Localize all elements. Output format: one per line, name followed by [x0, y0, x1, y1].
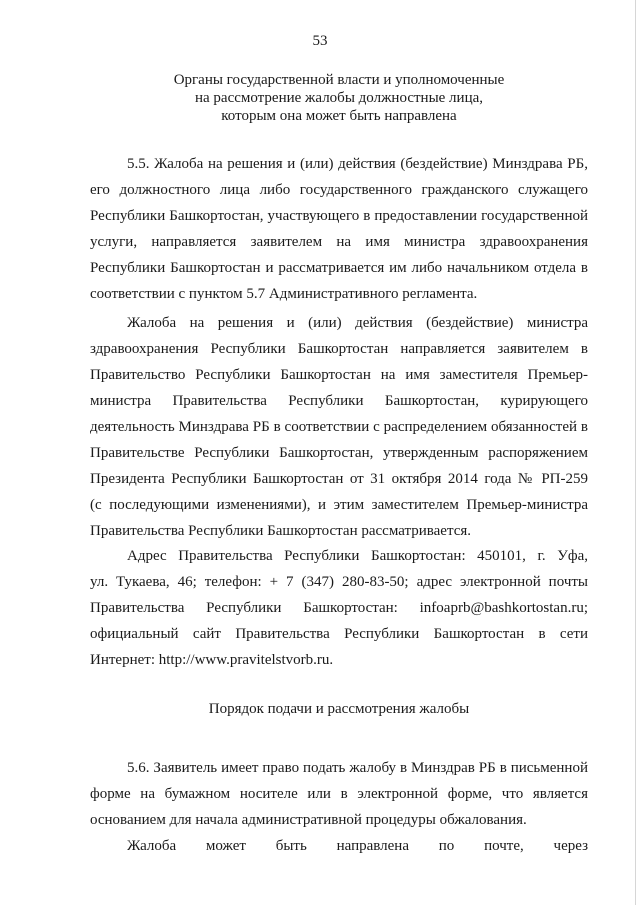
text-line: официальный сайт Правительства Республики Башкортостан в сети [90, 626, 588, 642]
heading-line: Органы государственной власти и уполномоченные [173, 72, 505, 88]
text-line: соответствии с пунктом 5.7 Административного регламента. [90, 286, 478, 302]
page-edge-line [635, 0, 636, 905]
paragraph-complaint-minister [90, 310, 588, 544]
text-line: 5.5. Жалоба на решения и (или) действия (бездействие) Минздрава РБ, [127, 156, 588, 172]
text-line: Республики Башкортостан и рассматривается им либо начальником отдела в [90, 260, 588, 276]
text-line: Жалоба на решения и (или) действия (бездействие) министра [127, 315, 588, 331]
paragraph-complaint-delivery [90, 833, 588, 859]
paragraph-5-5 [90, 151, 588, 307]
text-line: основанием для начала административной процедуры обжалования. [90, 812, 527, 828]
text-line: министра Правительства Республики Башкортостан, курирующего [90, 393, 588, 409]
section-heading-authorities [90, 71, 588, 125]
text-line: его должностного лица либо государственного гражданского служащего [90, 182, 588, 198]
text-line: Правительство Республики Башкортостан на имя заместителя Премьер- [90, 367, 588, 383]
text-line: Правительства Республики Башкортостан: infoaprb@bashkortostan.ru; [90, 600, 588, 616]
text-line: Жалоба может быть направлена по почте, через [127, 838, 588, 854]
text-line: услуги, направляется заявителем на имя министра здравоохранения [90, 234, 588, 250]
heading-line: на рассмотрение жалобы должностные лица, [194, 90, 484, 106]
paragraph-government-address [90, 543, 588, 673]
text-line: форме на бумажном носителе или в электронной форме, что является [90, 786, 588, 802]
page-number: 53 [312, 33, 328, 49]
text-line: деятельность Минздрава РБ в соответствии с распределением обязанностей в [90, 419, 588, 435]
text-line: Президента Республики Башкортостан от 31 октября 2014 года № РП-259 [90, 471, 588, 487]
text-line: 5.6. Заявитель имеет право подать жалобу в Минздрав РБ в письменной [127, 760, 588, 776]
text-line: Правительстве Республики Башкортостан, утвержденным распоряжением [90, 445, 588, 461]
text-line: Правительства Республики Башкортостан рассматривается. [90, 523, 471, 539]
text-line: здравоохранения Республики Башкортостан направляется заявителем в [90, 341, 588, 357]
heading-line: Порядок подачи и рассмотрения жалобы [208, 701, 470, 717]
text-line: Республики Башкортостан, участвующего в предоставлении государственной [90, 208, 588, 224]
text-line: Интернет: http://www.pravitelstvorb.ru. [90, 652, 334, 668]
heading-line: которым она может быть направлена [221, 108, 457, 124]
section-heading-procedure [90, 700, 588, 718]
text-line: (с последующими изменениями), и этим заместителем Премьер-министра [90, 497, 588, 513]
text-line: Адрес Правительства Республики Башкортостан: 450101, г. Уфа, [127, 548, 588, 564]
paragraph-5-6 [90, 755, 588, 833]
text-line: ул. Тукаева, 46; телефон: + 7 (347) 280-83-50; адрес электронной почты [90, 574, 588, 590]
